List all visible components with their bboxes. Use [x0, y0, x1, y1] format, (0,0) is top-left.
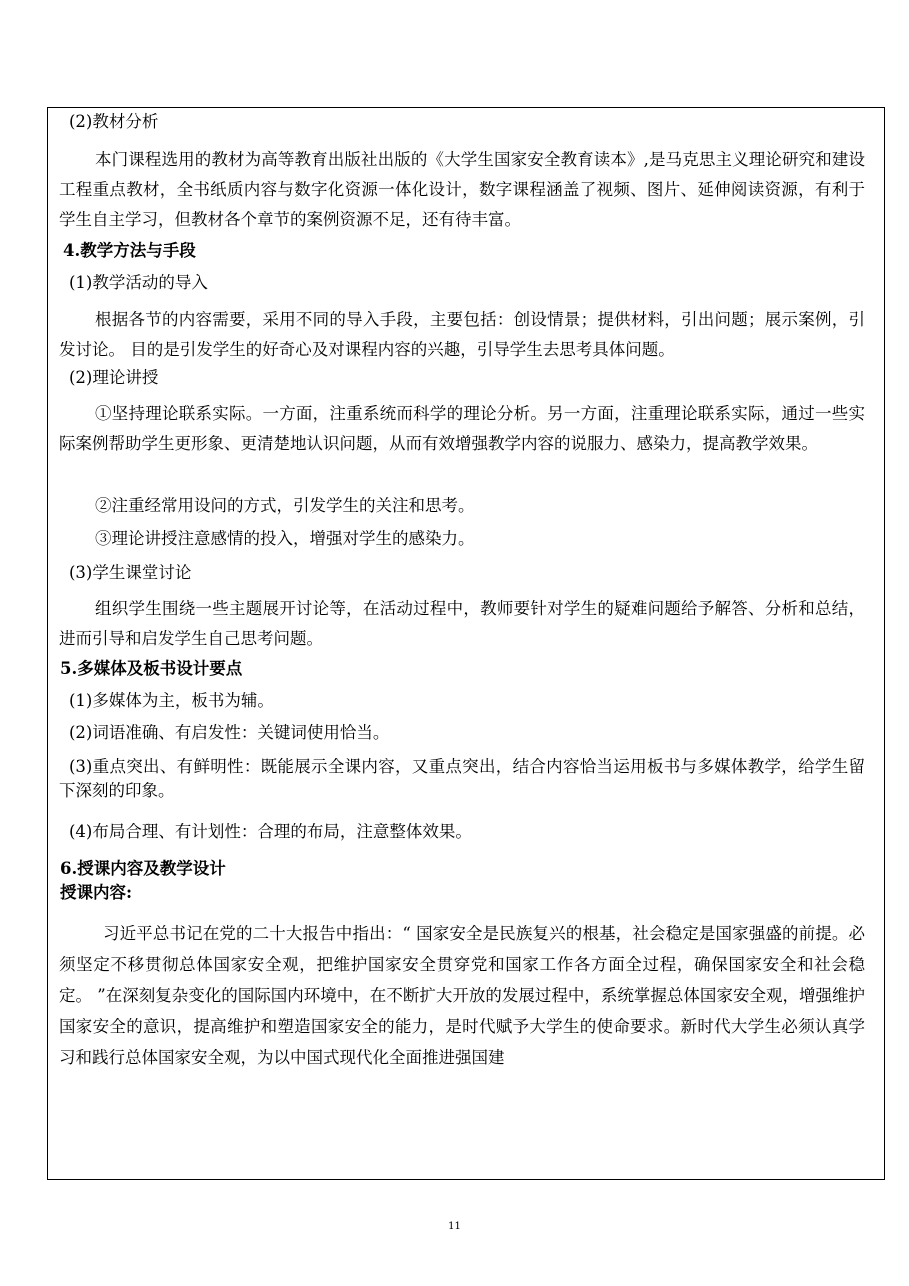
multimedia-item-2: (2)词语准确、有启发性：关键词使用恰当。 — [69, 723, 390, 742]
page-number: 11 — [448, 1221, 461, 1232]
multimedia-item-1: (1)多媒体为主，板书为辅。 — [69, 691, 274, 710]
material-analysis-heading: (2)教材分析 — [69, 112, 159, 131]
section-5-title: 5.多媒体及板书设计要点 — [60, 659, 243, 678]
multimedia-item-4: (4)布局合理、有计划性：合理的布局，注意整体效果。 — [69, 822, 472, 841]
class-discussion-body: 组织学生围绕一些主题展开讨论等，在活动过程中，教师要针对学生的疑难问题给予解答、分析和总结，进而引导和启发学生自己思考问题。 — [59, 599, 865, 648]
lecture-content-body: 习近平总书记在党的二十大报告中指出：“ 国家安全是民族复兴的根基，社会稳定是国家强盛的前提。必须坚定不移贯彻总体国家安全观，把维护国家安全贯穿党和国家工作各方面全过程，确保国家安全和社会稳定。 ”在深刻复杂变化的国际国内环境中，在不断扩大开放的发展过程中，系统掌握总体国家安全观，增强维护国家安全的意识，提高维护和塑造国家安全的能力，是时代赋予大学生的使命要求。新时代大学生必须认真学习和践行总体国家安全观，为以中国式现代化全面推进强国建 — [59, 924, 865, 1067]
class-discussion-heading: (3)学生课堂讨论 — [69, 563, 192, 582]
material-analysis-body: 本门课程选用的教材为高等教育出版社出版的《大学生国家安全教育读本》,是马克思主义理论研究和建设工程重点教材，全书纸质内容与数字化资源一体化设计，数字课程涵盖了视频、图片、延伸阅读资源，有利于学生自主学习，但教材各个章节的案例资源不足，还有待丰富。 — [59, 150, 865, 229]
theory-lecture-item-1: ①坚持理论联系实际。一方面，注重系统而科学的理论分析。另一方面，注重理论联系实际，通过一些实际案例帮助学生更形象、更清楚地认识问题，从而有效增强教学内容的说服力、感染力，提高教学效果。 — [59, 404, 865, 453]
section-6-title: 6.授课内容及教学设计 — [60, 859, 226, 878]
intro-activity-heading: (1)教学活动的导入 — [69, 273, 208, 292]
lecture-content-label: 授课内容: — [60, 883, 133, 902]
multimedia-item-3: (3)重点突出、有鲜明性：既能展示全课内容，又重点突出，结合内容恰当运用板书与多媒体教学，给学生留下深刻的印象。 — [59, 757, 865, 800]
theory-lecture-item-3: ③理论讲授注意感情的投入，增强对学生的感染力。 — [95, 529, 475, 548]
intro-activity-body: 根据各节的内容需要，采用不同的导入手段，主要包括：创设情景；提供材料，引出问题；展示案例，引发讨论。 目的是引发学生的好奇心及对课程内容的兴趣，引导学生去思考具体问题。 — [59, 310, 865, 359]
theory-lecture-item-2: ②注重经常用设问的方式，引发学生的关注和思考。 — [95, 496, 475, 515]
theory-lecture-heading: (2)理论讲授 — [69, 368, 159, 387]
section-4-title: 4.教学方法与手段 — [63, 241, 196, 260]
